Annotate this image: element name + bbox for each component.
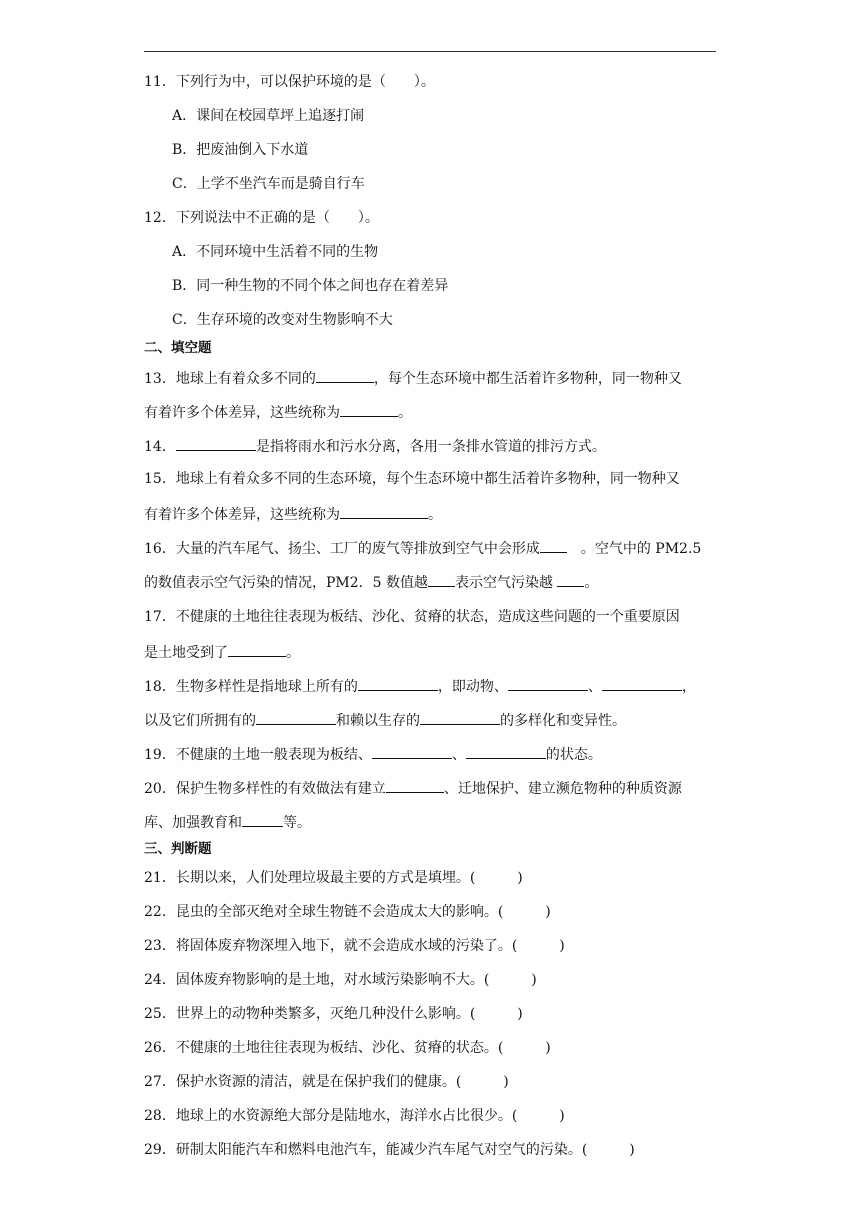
answer-blank [508, 676, 588, 691]
q15-text-2: 有着许多个体差异，这些统称为 [144, 507, 340, 523]
question-20-line-2 [144, 812, 724, 832]
section-heading-fill-blank: 二、填空题 [144, 340, 212, 356]
answer-blank [316, 368, 374, 383]
question-25: 25．世界上的动物种类繁多，灭绝几种没什么影响。( ) [144, 1006, 523, 1022]
q16-text-4: 表示空气污染越 [455, 575, 558, 591]
q18-text-7: 的多样化和变异性。 [500, 713, 626, 729]
answer-blank [420, 710, 500, 725]
question-19 [144, 744, 724, 764]
answer-blank [466, 744, 546, 759]
q16-text-1: 16．大量的汽车尾气、扬尘、工厂的废气等排放到空气中会形成 [144, 541, 540, 557]
answer-blank [372, 744, 452, 759]
q17-text-3: 。 [286, 645, 300, 661]
answer-blank [540, 538, 567, 553]
question-14 [144, 436, 724, 456]
question-16-line-1 [144, 538, 724, 558]
q13-text-1: 13．地球上有着众多不同的 [144, 371, 316, 387]
q13-text-3: 有着许多个体差异，这些统称为 [144, 405, 340, 421]
q17-text-2: 是土地受到了 [144, 645, 228, 661]
question-29: 29．研制太阳能汽车和燃料电池汽车，能减少汽车尾气对空气的污染。( ) [144, 1142, 635, 1158]
q13-text-2: ，每个生态环境中都生活着许多物种，同一物种又 [373, 371, 682, 387]
q19-text-2: 、 [451, 747, 466, 763]
question-13-line-2 [144, 402, 724, 422]
answer-blank [340, 504, 428, 519]
q18-text-1: 18．生物多样性是指地球上所有的 [144, 679, 358, 695]
q19-text-1: 19．不健康的土地一般表现为板结、 [144, 747, 372, 763]
q16-text-5: 。 [584, 575, 599, 591]
section-heading-true-false: 三、判断题 [144, 841, 212, 857]
question-27: 27．保护水资源的清洁，就是在保护我们的健康。( ) [144, 1074, 509, 1090]
q20-text-3: 库、加强教育和 [144, 815, 242, 831]
answer-blank [256, 710, 336, 725]
q20-text-1: 20．保护生物多样性的有效做法有建立 [144, 781, 386, 797]
q20-text-4: 等。 [283, 815, 311, 831]
answer-blank [557, 572, 584, 587]
question-18-line-2 [144, 710, 724, 730]
q14-text-2: 是指将雨水和污水分离，各用一条排水管道的排污方式。 [255, 439, 606, 455]
q18-text-6: 和赖以生存的 [336, 713, 420, 729]
question-23: 23．将固体废弃物深埋入地下，就不会造成水域的污染了。( ) [144, 938, 565, 954]
q19-text-3: 的状态。 [545, 747, 602, 763]
question-22: 22．昆虫的全部灭绝对全球生物链不会造成太大的影响。( ) [144, 904, 551, 920]
answer-blank [428, 572, 455, 587]
option-11-c: C．上学不坐汽车而是骑自行车 [172, 176, 365, 192]
question-26: 26．不健康的土地往往表现为板结、沙化、贫瘠的状态。( ) [144, 1040, 551, 1056]
q18-text-2: ，即动物、 [437, 679, 508, 695]
header-rule [144, 51, 716, 52]
answer-blank [242, 812, 283, 827]
answer-blank [602, 676, 682, 691]
question-28: 28．地球上的水资源绝大部分是陆地水，海洋水占比很少。( ) [144, 1108, 565, 1124]
option-11-a: A．课间在校园草坪上追逐打闹 [172, 108, 365, 124]
q13-text-4: 。 [398, 405, 412, 421]
question-20-line-1 [144, 778, 724, 798]
question-21: 21．长期以来，人们处理垃圾最主要的方式是填埋。( ) [144, 870, 523, 886]
answer-blank [386, 778, 444, 793]
q14-text-1: 14． [144, 439, 176, 455]
q18-text-5: 以及它们所拥有的 [144, 713, 256, 729]
question-18-line-1 [144, 676, 724, 696]
question-15-line-1: 15．地球上有着众多不同的生态环境，每个生态环境中都生活着许多物种，同一物种又 [144, 471, 680, 487]
q15-text-3: 。 [428, 507, 442, 523]
option-12-c: C．生存环境的改变对生物影响不大 [172, 312, 393, 328]
option-11-b: B．把废油倒入下水道 [172, 142, 309, 158]
question-13-line-1 [144, 368, 724, 388]
answer-blank [176, 436, 256, 451]
question-17-line-2 [144, 642, 724, 662]
question-16-line-2 [144, 572, 724, 592]
q16-text-3: 的数值表示空气污染的情况，PM2．5 数值越 [144, 575, 429, 591]
q18-text-3: 、 [587, 679, 602, 695]
option-12-a: A．不同环境中生活着不同的生物 [172, 244, 379, 260]
question-11: 11．下列行为中，可以保护环境的是（ ）。 [144, 74, 435, 90]
question-15-line-2 [144, 504, 724, 524]
answer-blank [228, 642, 286, 657]
question-17-line-1: 17．不健康的土地往往表现为板结、沙化、贫瘠的状态，造成这些问题的一个重要原因 [144, 609, 680, 625]
q16-text-2: 。空气中的 PM2.5 [566, 541, 702, 557]
option-12-b: B．同一种生物的不同个体之间也存在着差异 [172, 278, 449, 294]
question-12: 12．下列说法中不正确的是（ ）。 [144, 210, 379, 226]
q20-text-2: 、迁地保护、建立濒危物种的种质资源 [443, 781, 682, 797]
answer-blank [340, 402, 398, 417]
answer-blank [358, 676, 438, 691]
question-24: 24．固体废弃物影响的是土地，对水域污染影响不大。( ) [144, 972, 537, 988]
q18-text-4: ， [681, 679, 696, 695]
